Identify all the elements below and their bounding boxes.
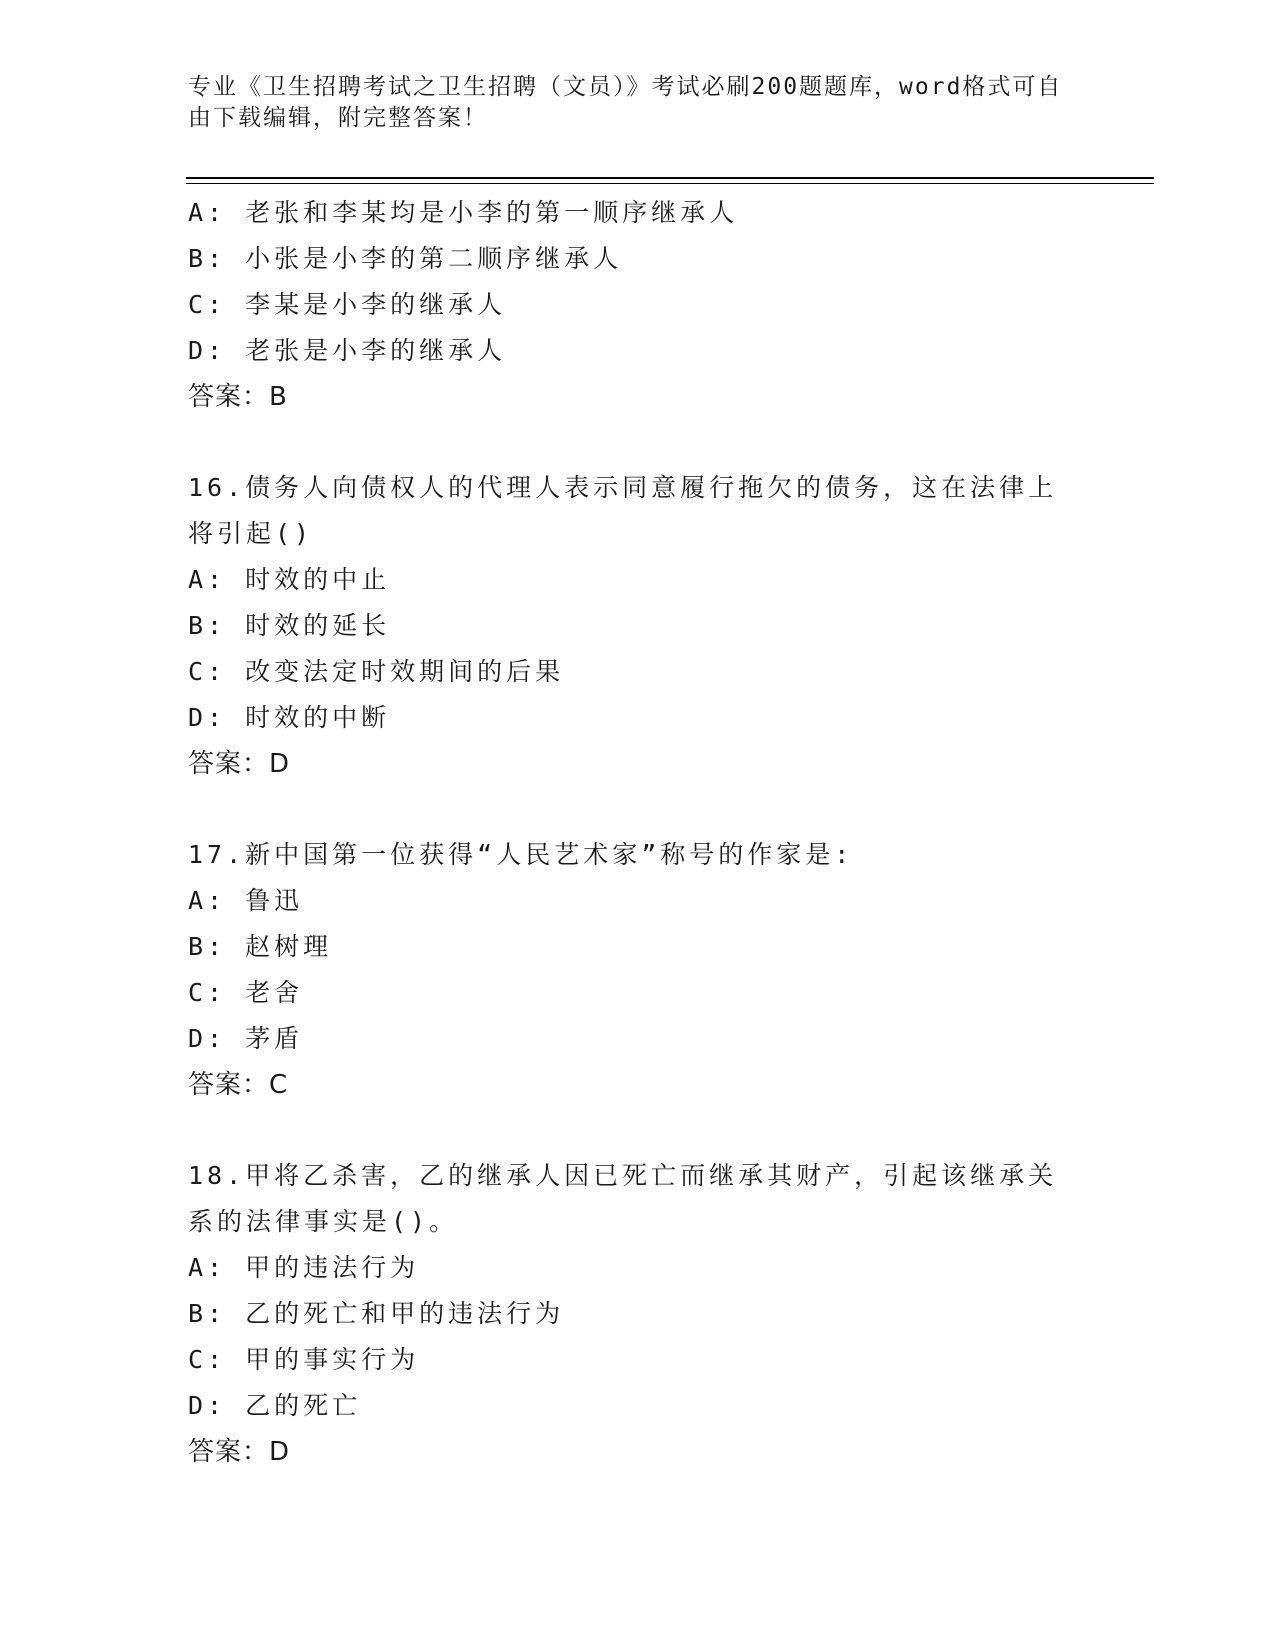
option-d: D: 时效的中断 [188, 703, 391, 732]
option-d: D: 茅盾 [188, 1024, 304, 1053]
question-block-17 [188, 832, 1088, 1108]
option-b: B: 赵树理 [188, 932, 333, 961]
option-b: B: 乙的死亡和甲的违法行为 [188, 1299, 565, 1328]
option-a: A: 甲的违法行为 [188, 1253, 420, 1282]
option-b: B: 时效的延长 [188, 611, 391, 640]
header-rule-thick [186, 177, 1154, 179]
option-d: D: 乙的死亡 [188, 1391, 362, 1420]
option-a: A: 时效的中止 [188, 565, 391, 594]
option-c: C: 李某是小李的继承人 [188, 290, 507, 319]
question-block-15 [188, 190, 1088, 420]
answer-line: 答案：B [188, 382, 288, 412]
option-c: C: 甲的事实行为 [188, 1345, 420, 1374]
answer-line: 答案：D [188, 1437, 291, 1467]
option-a: A: 鲁迅 [188, 886, 304, 915]
header-rule-thin [186, 183, 1154, 184]
question-block-18 [188, 1153, 1088, 1475]
question-text: 18.甲将乙杀害，乙的继承人因已死亡而继承其财产，引起该继承关系的法律事实是()。 [188, 1161, 1058, 1236]
option-c: C: 老舍 [188, 978, 304, 1007]
question-list [188, 190, 1088, 1475]
question-text: 16.债务人向债权人的代理人表示同意履行拖欠的债务，这在法律上将引起() [188, 473, 1058, 548]
option-a: A: 老张和李某均是小李的第一顺序继承人 [188, 198, 739, 227]
question-text: 17.新中国第一位获得“人民艺术家”称号的作家是: [188, 840, 854, 869]
option-d: D: 老张是小李的继承人 [188, 336, 507, 365]
answer-line: 答案：C [188, 1070, 289, 1100]
answer-line: 答案：D [188, 749, 291, 779]
option-c: C: 改变法定时效期间的后果 [188, 657, 565, 686]
question-block-16 [188, 465, 1088, 787]
document-header: 专业《卫生招聘考试之卫生招聘（文员）》考试必刷200题题库，word格式可自由下载编辑，附完整答案！ [188, 74, 1063, 131]
option-b: B: 小张是小李的第二顺序继承人 [188, 244, 623, 273]
